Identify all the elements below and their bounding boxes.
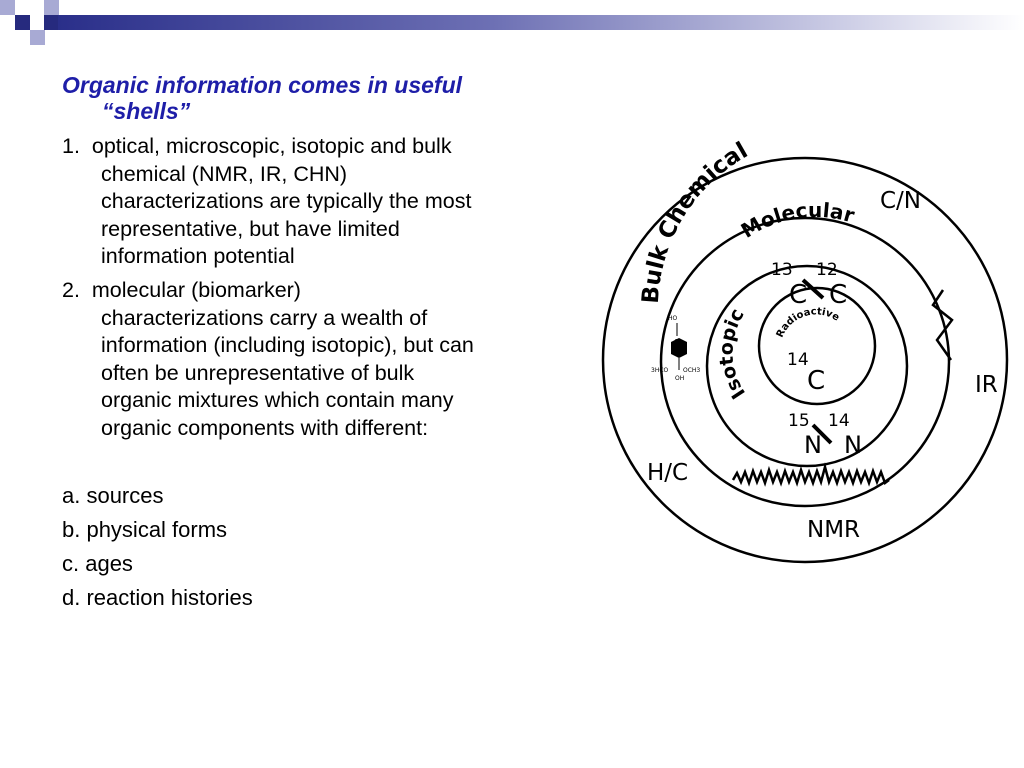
point-line: characterizations are typically the most [101,189,472,213]
middle-shell-label: Molecular [736,197,858,243]
point-line: chemical (NMR, IR, CHN) [101,161,348,186]
point-number: 1. [62,134,80,158]
outer-shell-label: Bulk Chemical [637,137,753,305]
nmr-label: NMR [807,517,861,543]
point-line: information (including isotopic), but can [101,333,474,357]
shells-diagram [595,110,1024,570]
point-line: molecular (biomarker) [91,278,301,302]
n14-mass: 14 [828,411,850,431]
slide-title [62,72,602,124]
inner-shell-label: Isotopic [715,304,751,403]
point-line: organic components with different: [101,415,429,440]
n14-symbol: N [844,431,862,459]
title-line-1: Organic information comes in useful [62,72,463,98]
point-line: information potential [101,244,295,268]
molecule-top-label: HO [668,315,678,322]
point-number: 2. [62,278,80,302]
n15-symbol: N [804,431,822,459]
deco-square [15,0,30,15]
deco-square [30,30,45,45]
point-line: representative, but have limited [101,216,400,241]
header-decoration [0,0,1024,50]
subitem-sources: a. sources [62,483,164,508]
deco-square [0,0,15,15]
deco-square [44,0,59,15]
point-line: often be unrepresentative of bulk [101,360,415,385]
molecule-left-label: 3HCO [651,367,669,374]
molecule-right-label: OCH3 [683,367,701,374]
molecule-bottom-label: OH [675,375,685,382]
subitem-physical-forms: b. physical forms [62,517,228,542]
molecule-structure [651,315,700,382]
c12-mass: 12 [816,260,838,280]
cn-label: C/N [880,188,922,214]
deco-square [15,15,30,30]
point-line: characterizations carry a wealth of [101,305,428,330]
core-shell-label: Radioactive [774,306,842,340]
subitem-reaction-histories: d. reaction histories [62,585,253,610]
c12-symbol: C [829,280,848,310]
point-line: optical, microscopic, isotopic and bulk [91,134,452,158]
ir-label: IR [975,372,998,398]
hc-label: H/C [647,460,689,486]
title-line-2: “shells” [102,98,191,124]
subitem-ages: c. ages [62,551,133,576]
nmr-spectrum-squiggle [733,467,889,483]
n15-mass: 15 [788,411,810,431]
bullet-point-2 [62,277,607,442]
point-line: organic mixtures which contain many [101,388,454,412]
header-gradient-bar [58,15,1024,30]
c13-symbol: C [789,280,808,310]
c13-mass: 13 [771,260,793,280]
deco-square [30,15,44,30]
bullet-point-1 [62,133,607,271]
deco-square [44,15,59,30]
c14-symbol: C [807,366,826,396]
c14-mass: 14 [787,350,809,370]
